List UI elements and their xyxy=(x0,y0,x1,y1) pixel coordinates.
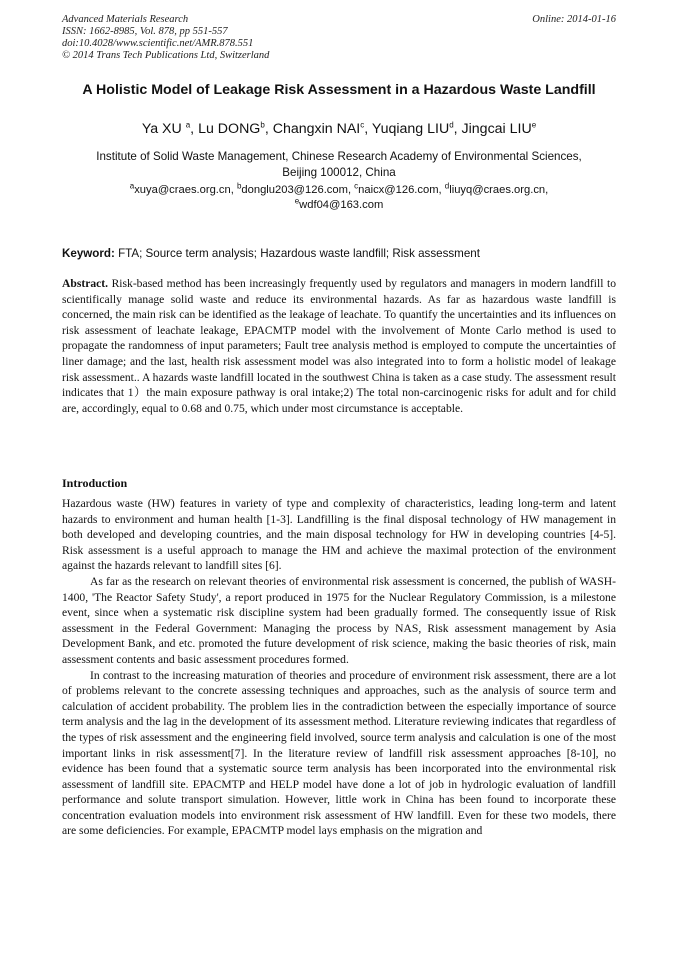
author-name: Jingcai LIU xyxy=(461,121,532,137)
paper-title: A Holistic Model of Leakage Risk Assessment in a Hazardous Waste Landfill xyxy=(82,82,596,98)
abstract xyxy=(62,276,616,416)
email-link[interactable]: wdf04@163.com xyxy=(299,199,384,211)
journal-name: Advanced Materials Research xyxy=(62,14,189,25)
keyword-text: FTA; Source term analysis; Hazardous waste landfill; Risk assessment xyxy=(118,247,480,260)
email-link[interactable]: liuyq@craes.org.cn xyxy=(449,184,546,196)
copyright-line: © 2014 Trans Tech Publications Ltd, Switzerland xyxy=(62,50,270,61)
author-name: Yuqiang LIU xyxy=(371,121,450,137)
author-sup: e xyxy=(531,120,537,130)
email-link[interactable]: xuya@craes.org.cn xyxy=(134,184,231,196)
online-date: Online: 2014-01-16 xyxy=(532,14,616,25)
email-link[interactable]: donglu203@126.com xyxy=(241,184,348,196)
email-sup: a xyxy=(129,181,135,191)
email-sup: e xyxy=(294,196,300,206)
issn-line: ISSN: 1662-8985, Vol. 878, pp 551-557 xyxy=(62,26,228,37)
body-paragraph: In contrast to the increasing maturation of theories and procedure of environment risk assessment, there are a lot of problems relevant to the concrete assessing techniques and approaches, such as the analysis of source term and calculation of accident probability. The problem lies in the contradiction between the especially importance of source term analysis and the lag in the development of its assessment method. Literature reviewing indicates that regardless of the types of risk assessment and the engineering field involved, source term analysis and calculation is one of the most important links in risk assessment[7]. In the literature review of landfill risk assessment approaches [8-10], no evidence has been found that a systematic source term analysis has been incorporated into the environmental risk assessment of landfill site. EPACMTP and HELP model have done a lot of job in hydrologic evaluation of landfill performance and solute transport simulation. However, little work in China has been found to incorporate these concentration evaluation models into environment risk assessment of HW landfill. Even for these two models, there are some deficiencies. For example, EPACMTP model lays emphasis on the migration and xyxy=(62,668,616,838)
author-name: Changxin NAI xyxy=(272,121,361,137)
section-heading-introduction: Introduction xyxy=(62,476,128,490)
email-sup: c xyxy=(354,181,359,191)
keywords xyxy=(62,246,616,262)
author-list: Ya XU $^a$, Lu DONG$^b$, Changxin NAI$^c$, Yuqiang LIU$^d$, Jingcai LIU$^e$ xyxy=(141,120,537,137)
journal-header xyxy=(62,14,616,62)
doi-line: doi:10.4028/www.scientific.net/AMR.878.551 xyxy=(62,38,254,49)
affiliation xyxy=(62,149,616,181)
email-link[interactable]: naicx@126.com xyxy=(358,184,439,196)
author-name: Lu DONG xyxy=(198,121,261,137)
affiliation-line: Institute of Solid Waste Management, Chinese Research Academy of Environmental Sciences, xyxy=(96,150,582,163)
body-paragraph: Hazardous waste (HW) features in variety of type and complexity of characteristics, leading long-term and latent hazards to environment and human health [1-3]. Landfilling is the final disposal technology of HW management in both developed and developing countries, and the main disposal technology for HW in developing countries [4-5]. Risk assessment is a useful approach to manage the HM and achieve the maximal protection of the environment against the hazards relevant to landfill sites [6]. xyxy=(62,497,616,573)
author-sup: b xyxy=(260,120,265,130)
introduction-body xyxy=(62,496,616,839)
body-paragraph: As far as the research on relevant theories of environmental risk assessment is concerned, the publish of WASH-1400, 'The Reactor Safety Study', a report produced in 1975 for the Nuclear Regulatory Commission, is a milestone event, since when a systematic risk discipline system had been gradually formed. The consequently issue of Risk assessment in the Federal Government: Managing the process by NAS, Risk assessment management by Asia Development Bank, and etc. promoted the future development of risk science, making the basic theories of risk, main assessment contents and basic assessment procedures formed. xyxy=(62,574,616,666)
author-sup: c xyxy=(360,120,365,130)
author-sup: a xyxy=(185,120,191,130)
email-list: $^a$xuya@craes.org.cn, $^b$donglu203@126.com, $^c$naicx@126.com, $^d$liuyq@craes.org.cn, $^e$wdf04@163.com xyxy=(129,181,549,211)
author-sup: d xyxy=(449,120,454,130)
email-sup: b xyxy=(236,181,242,191)
author-name: Ya XU xyxy=(141,121,182,137)
affiliation-line: Beijing 100012, China xyxy=(282,166,396,179)
abstract-label: Abstract. xyxy=(62,277,109,290)
email-sup: d xyxy=(444,181,450,191)
abstract-text: Risk-based method has been increasingly frequently used by regulators and managers in modern landfill to scientifically manage solid waste and reduce its environmental hazards. As far as hazardous waste landfill is concerned, the main risk can be identified as the leakage of leachate. To quantify the uncertainties and its influences on risk assessment of leachate leakage, EPACMTP model with the involvement of Monte Carlo method is used to propagate the randomness of input parameters; Fault tree analysis method is employed to compute the uncertainties of liner damage; and the last, health risk assessment model was also integrated into to form a holistic model of leakage risk assessment.. A hazards waste landfill located in the southwest China is taken as a case study. The assessment result indicates that 1）the main exposure pathway is oral intake;2) The total non-carcinogenic risks for adult and for child are, accordingly, equal to 0.68 and 0.75, which under most circumstance is acceptable. xyxy=(62,277,616,415)
keyword-label: Keyword: xyxy=(62,247,115,260)
